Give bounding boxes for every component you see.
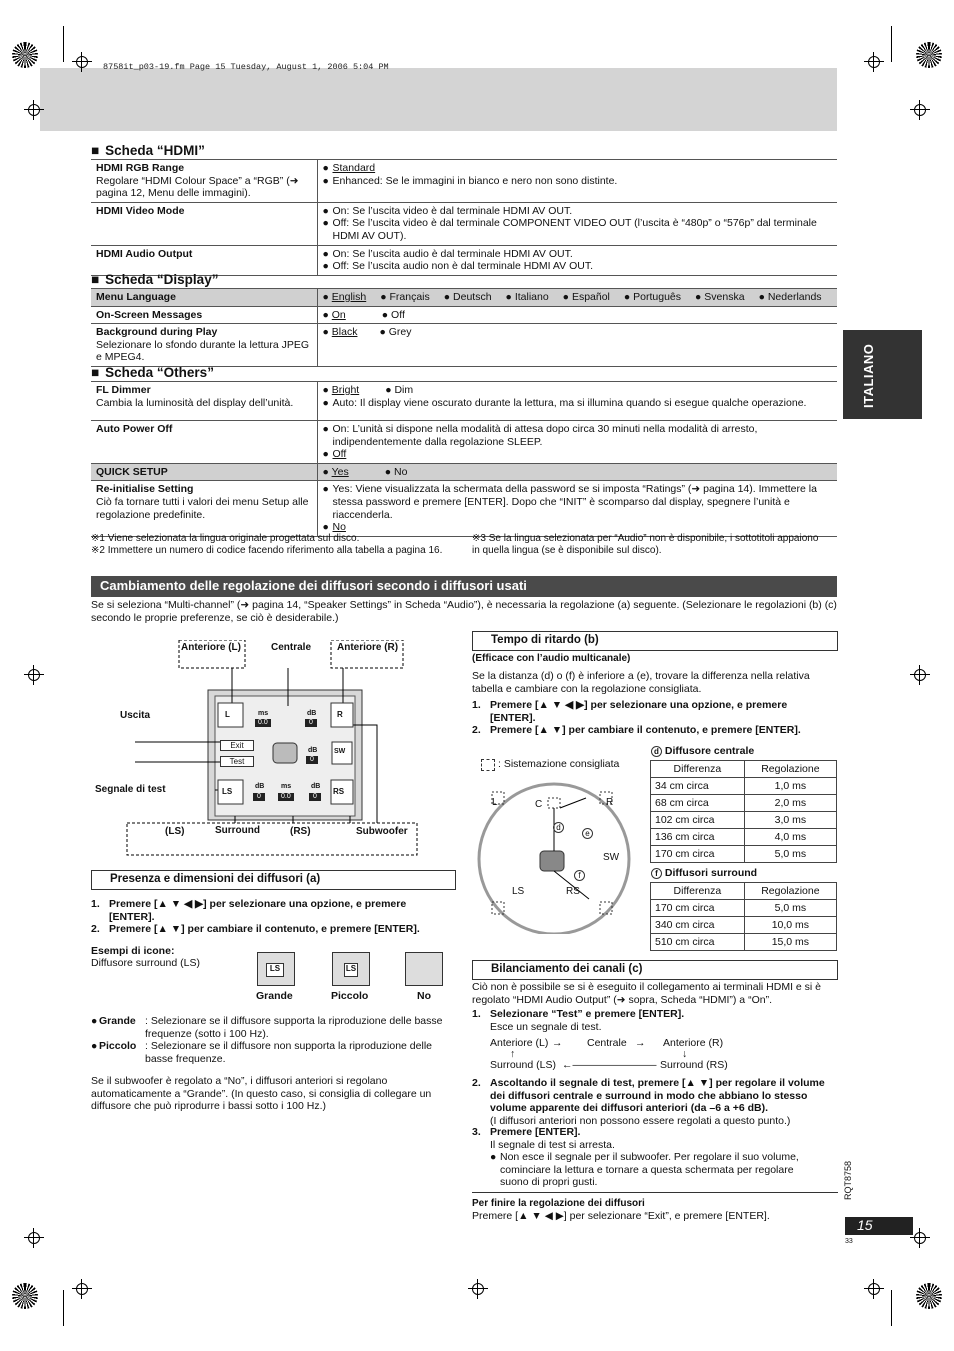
center-table-title: d Diffusore centrale: [651, 745, 754, 758]
presence-steps: 1. Premere [▲ ▼ ◀ ▶] per selezionare una opzione, e premere [ENTER]. 2. Premere [▲ ▼] per cambiare il contenuto, e premere [ENTER].: [91, 898, 420, 936]
registration-mark-icon: [910, 100, 930, 120]
room-rs: RS: [566, 886, 580, 897]
label-ls: (LS): [165, 826, 185, 837]
surround-table-title: f Diffusori surround: [651, 867, 757, 880]
center-ms-value[interactable]: 0.0: [255, 719, 271, 727]
balance-text: Ciò non è possibile se si è eseguito il collegamento ai terminali HDMI e si è regolato “HDMI Audio Output” (➜ sopra, Scheda “HDMI”) a “On”.: [472, 981, 822, 1006]
room-l: L: [492, 797, 498, 808]
registration-mark-icon: [910, 665, 930, 685]
label-rs: (RS): [290, 826, 311, 837]
balance-step-3: 3. Premere [ENTER]. Il segnale di test si arresta. ● Non esce il segnale per il subwoofer. Per regolare il suo volume, cominciare la lettura e tornare a questa schermata per regolare suono di propri gusti.: [472, 1126, 799, 1189]
speaker-intro: Se si seleziona “Multi-channel” (➜ pagina 14, “Speaker Settings” in Scheda “Audio”), è necessaria la regolazione (a) seguente. (Selezionare le regolazioni (b) (c) secondo le proprie preferenze, se ciò è desiderabile.): [91, 599, 837, 624]
speaker-r-icon: R: [337, 710, 343, 719]
sur-ms-value[interactable]: 0.0: [278, 793, 294, 801]
presence-heading: Presenza e dimensioni dei diffusori (a): [91, 870, 456, 890]
crop-mark: [891, 26, 892, 62]
rs-db-label: dB: [311, 783, 321, 790]
ms-label: ms: [258, 710, 269, 717]
speaker-ls-icon: LS: [222, 787, 233, 796]
large-speaker-icon: LS: [257, 952, 295, 986]
label-subwoofer: Subwoofer: [356, 826, 408, 837]
registration-mark-icon: [24, 100, 44, 120]
room-e: e: [582, 828, 593, 839]
rs-db-value[interactable]: 0: [309, 793, 321, 801]
small-speaker-icon: LS: [332, 952, 370, 986]
others-table: FL Dimmer Cambia la luminosità del display dell’unità. ● Bright ● Dim ● Auto: Il display viene oscurato durante la lettura, ma si illumina quando si esegue qualche operazione. Auto Power Off ● On: L’unità si dispone nella modalità di attesa dopo circa 30 minuti nella modalità di arresto, indipendentemente dalla regolazione SLEEP. ● Off QUICK SETUP ● Yes ● No Re-initialise Setting Ciò fa tornare tutti i valori dei menu Setup alle regolazione predefinite. ● Yes: Viene visualizzata la schermata della password se si imposta “Ratings” (➜ pagina 14). Immettere la stessa password e premere [ENTER]. Dopo che “INIT” è scomparso dal display, spegnere l’unità e riaccenderla. ● No: [91, 381, 837, 537]
dashed-box-icon: [481, 759, 495, 771]
section-title-others: ■ Scheda “Others”: [91, 365, 214, 381]
crop-mark: [891, 1290, 892, 1326]
crop-mark: [63, 26, 64, 62]
display-table: Menu Language ● English ● Français ● Deutsch ● Italiano ● Español ● Português ● Svenska ● Nederlands On-Screen Messages ● On ● Off Background during Play Selezionare lo sfondo durante la lettura JPEG e MPEG4. ● Black ● Grey: [91, 288, 837, 367]
file-info: 8758it_p03-19.fm Page 15 Tuesday, August 1, 2006 5:04 PM: [103, 62, 389, 72]
balance-heading: Bilanciamento dei canali (c): [472, 960, 838, 980]
balance-step-2: 2. Ascoltando il segnale di test, premere [▲ ▼] per regolare il volume dei diffusori centrale e surround in modo che abbiano lo stesso volume apparente dei diffusori anteriori (da –6 a +6 dB). (I diffusori anteriori non possono essere regolati a questo punto.): [472, 1077, 825, 1127]
crop-mark: [63, 1290, 64, 1326]
test-button[interactable]: Test: [220, 756, 254, 767]
color-rose-icon: [916, 1283, 942, 1309]
ls-db-value[interactable]: 0: [253, 793, 265, 801]
section-title-display: ■ Scheda “Display”: [91, 272, 218, 288]
hdmi-table: HDMI RGB Range Regolare “HDMI Colour Space” a “RGB” (➜ pagina 12, Menu delle immagini). ● Standard ● Enhanced: Se le immagini in bianco e nero non sono distinte. HDMI Video Mode ● On: Se l’uscita video è dal terminale HDMI AV OUT. ● Off: Se l’uscita video è dal terminale COMPONENT VIDEO OUT (l’uscita è “480p” o “576p” dal terminale HDMI AV OUT). HDMI Audio Output ● On: Se l’uscita audio è dal terminale HDMI AV OUT. ● Off: Se l’uscita audio non è dal terminale HDMI AV OUT.: [91, 159, 837, 276]
channel-flow-diagram: Anteriore (L) → Centrale → Anteriore (R) ↑ ↓ Surround (LS) ←―――――――― Surround (RS): [490, 1037, 728, 1071]
no-speaker-icon: [405, 952, 443, 986]
registration-mark-icon: [910, 1228, 930, 1248]
language-tab: ITALIANO: [843, 330, 922, 419]
size-bullets: ● Grande : Selezionare se il diffusore supporta la riproduzione delle basse frequenze (sotto i 100 Hz). ● Piccolo : Selezionare se il diffusore non supporta la riproduzione delle basse frequenze.: [91, 1015, 443, 1065]
center-delay-table: Differenza Regolazione 34 cm circa 1,0 ms 68 cm circa 2,0 ms 102 cm circa 3,0 ms 136 cm circa 4,0 ms 170 cm circa 5,0 ms: [650, 760, 837, 863]
color-rose-icon: [12, 1283, 38, 1309]
icons-title: Esempi di icone:: [91, 945, 175, 957]
registration-mark-icon: [24, 665, 44, 685]
header-band: [40, 68, 837, 131]
label-uscita: Uscita: [120, 710, 151, 721]
sw-db-label: dB: [308, 747, 318, 754]
page-number: 15: [845, 1217, 913, 1235]
delay-text: Se la distanza (d) o (f) è inferiore a (e), trovare la differenza nella relativa tabella e cambiare con la regolazione consigliata.: [472, 670, 810, 695]
registration-mark-icon: [24, 1228, 44, 1248]
registration-mark-icon: [72, 1279, 92, 1299]
footnote-2: ※2 Immettere un numero di codice facendo riferimento alla tabella a pagina 16.: [91, 545, 443, 556]
db-label: dB: [307, 710, 317, 717]
balance-step-1: 1. Selezionare “Test” e premere [ENTER]. Esce un segnale di test.: [472, 1008, 685, 1033]
finish-text: Premere [▲ ▼ ◀ ▶] per selezionare “Exit”, e premere [ENTER].: [472, 1210, 770, 1222]
model-code: RQT8758: [843, 1160, 853, 1200]
sheet-number: 33: [845, 1238, 853, 1245]
room-c: C: [535, 799, 543, 810]
surround-delay-table: Differenza Regolazione 170 cm circa 5,0 ms 340 cm circa 10,0 ms 510 cm circa 15,0 ms: [650, 882, 837, 951]
label-front-r: Anteriore (R): [337, 642, 399, 653]
footnote-1: ※1 Viene selezionata la lingua originale progettata sul disco.: [91, 533, 360, 544]
room-r: R: [606, 797, 614, 808]
speaker-rs-icon: RS: [333, 787, 345, 796]
icon-label-no: No: [417, 990, 431, 1002]
label-front-l: Anteriore (L): [181, 642, 241, 653]
section-title-hdmi: ■ Scheda “HDMI”: [91, 143, 205, 159]
registration-mark-icon: [864, 52, 884, 72]
label-surround: Surround: [215, 825, 260, 836]
recommended-label: : Sistemazione consigliata: [498, 758, 620, 770]
color-rose-icon: [12, 42, 38, 68]
sw-db-value[interactable]: 0: [306, 756, 318, 764]
room-sw: SW: [603, 852, 620, 863]
icon-label-small: Piccolo: [331, 990, 369, 1002]
registration-mark-icon: [468, 1279, 488, 1299]
footnote-3: ※3 Se la lingua selezionata per “Audio” non è disponibile, i sottotitoli appaiono in quella lingua (se è disponibile sul disco).: [472, 533, 819, 556]
exit-button[interactable]: Exit: [220, 740, 254, 751]
registration-mark-icon: [864, 1279, 884, 1299]
room-f: f: [574, 870, 585, 881]
delay-heading: Tempo di ritardo (b): [472, 631, 838, 651]
speaker-settings-diagram: [95, 640, 425, 860]
ls-db-label: dB: [255, 783, 265, 790]
label-test-signal: Segnale di test: [95, 784, 166, 795]
section-banner: Cambiamento delle regolazione dei diffusori secondo i diffusori usati: [91, 576, 837, 597]
room-ls: LS: [512, 886, 525, 897]
color-rose-icon: [916, 42, 942, 68]
room-d: d: [553, 822, 564, 833]
label-center: Centrale: [271, 642, 312, 653]
registration-mark-icon: [72, 52, 92, 72]
subwoofer-note: Se il subwoofer è regolato a “No”, i diffusori anteriori si regolano automaticamente a “Grande”. (In questo caso, si consiglia di collegare un diffusore che può riprodurre i bassi sotto i 100 Hz.): [91, 1075, 432, 1113]
finish-title: Per finire la regolazione dei diffusori: [472, 1198, 645, 1209]
icon-label-large: Grande: [256, 990, 293, 1002]
sur-ms-label: ms: [281, 783, 292, 790]
delay-steps: 1. Premere [▲ ▼ ◀ ▶] per selezionare una opzione, e premere [ENTER]. 2. Premere [▲ ▼] per cambiare il contenuto, e premere [ENTER].: [472, 699, 801, 737]
icons-subtitle: Diffusore surround (LS): [91, 957, 200, 969]
speaker-l-icon: L: [225, 710, 230, 719]
speaker-sw-icon: SW: [334, 748, 346, 755]
center-db-value[interactable]: 0: [305, 719, 317, 727]
delay-subtitle: (Efficace con l’audio multicanale): [472, 653, 631, 664]
